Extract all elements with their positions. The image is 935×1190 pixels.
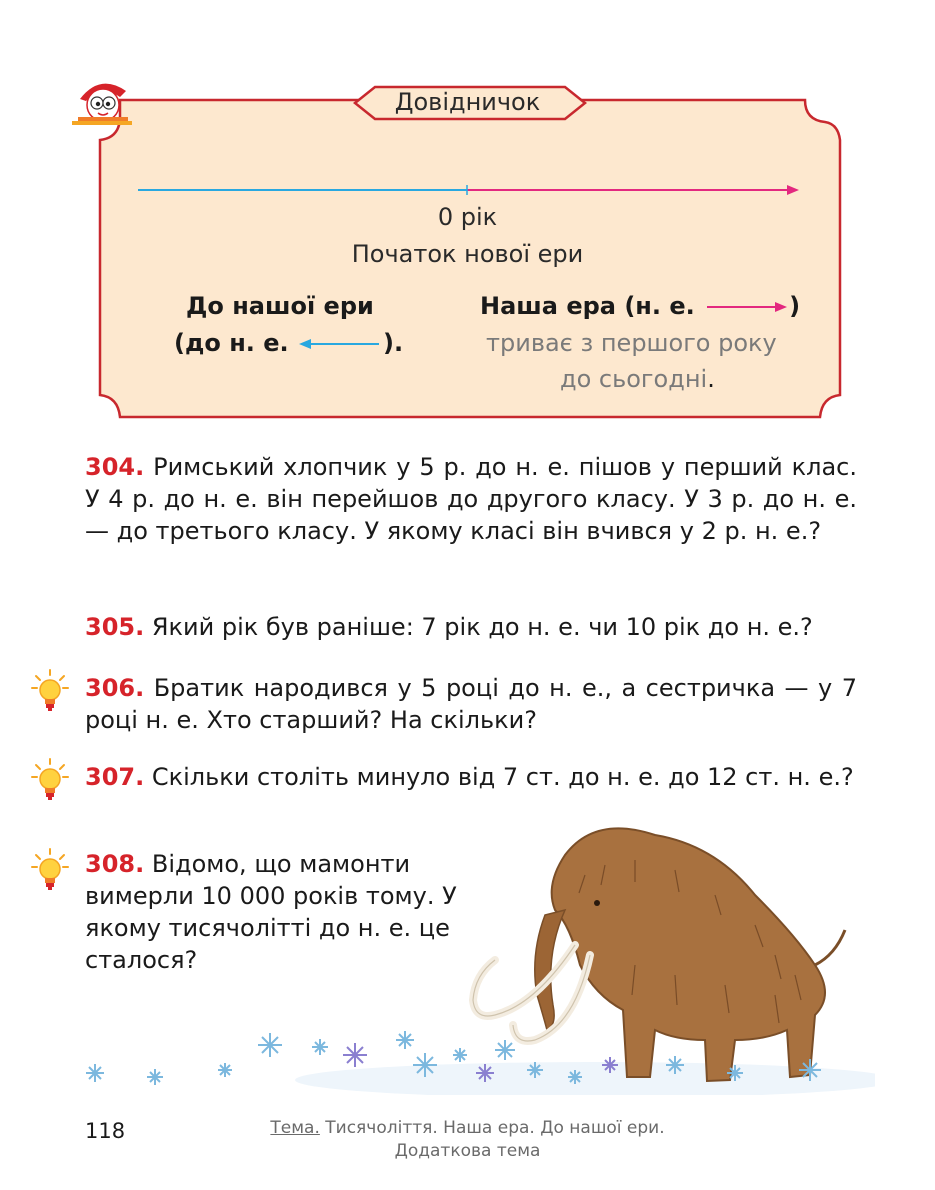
footer-topic [0, 1118, 935, 1138]
zero-year-label: 0 рік [437, 203, 498, 231]
timeline [135, 180, 805, 200]
exercise-307 [85, 761, 857, 793]
mammoth-illustration [75, 815, 875, 1095]
page-number: 118 [85, 1119, 126, 1143]
ce-heading-close: ) [789, 292, 801, 320]
lightbulb-icon [30, 668, 70, 714]
era-start-label: Початок нової ери [351, 240, 584, 268]
footer-topic-text: Тисячоліття. Наша ера. До нашої ери. [319, 1118, 665, 1138]
bce-abbrev-close: ). [383, 329, 404, 357]
ce-description-line2 [560, 365, 715, 393]
lightbulb-icon [30, 847, 70, 893]
lightbulb-icon [30, 757, 70, 803]
exercise-number: 308. [85, 850, 145, 878]
bce-arrow-icon [299, 337, 381, 351]
reference-title: Довідничок [394, 88, 541, 116]
ce-heading-text: Наша ера (н. е. [480, 292, 695, 320]
exercise-number: 304. [85, 453, 145, 481]
exercise-text: Скільки століть минуло від 7 ст. до н. е. до 12 ст. н. е.? [151, 763, 854, 791]
exercise-number: 306. [85, 674, 145, 702]
footer-topic-label: Тема. [270, 1118, 320, 1138]
exercise-text: Відомо, що мамонти вимерли 10 000 років тому. У якому тисячолітті до н. е. це сталося? [85, 850, 457, 974]
exercise-text: Який рік був раніше: 7 рік до н. е. чи 10 рік до н. е.? [151, 613, 813, 641]
exercise-text: Братик народився у 5 році до н. е., а сестричка — у 7 році н. е. Хто старший? На скільки? [85, 674, 857, 734]
ce-heading [480, 292, 800, 320]
exercise-306 [85, 672, 857, 736]
exercise-305 [85, 611, 857, 643]
exercise-number: 307. [85, 763, 145, 791]
footer-subtopic: Додаткова тема [394, 1141, 541, 1161]
ce-arrow-icon [705, 300, 787, 314]
ce-description-line1: триває з першого року [486, 329, 777, 357]
ce-description-line2-text: до сьогодні [560, 365, 708, 393]
mascot-icon [70, 75, 140, 135]
timeline-arrowhead [787, 185, 799, 195]
ce-description-period: . [707, 365, 715, 393]
bce-heading: До нашої ери [186, 292, 374, 320]
exercise-text: Римський хлопчик у 5 р. до н. е. пішов у перший клас. У 4 р. до н. е. він перейшов до другого класу. У 3 р. до н. е. — до третього класу. У якому класі він вчився у 2 р. н. е.? [85, 453, 857, 545]
exercise-304 [85, 451, 857, 547]
exercise-number: 305. [85, 613, 145, 641]
bce-abbrev-text: (до н. е. [174, 329, 289, 357]
bce-abbrev [174, 329, 403, 357]
